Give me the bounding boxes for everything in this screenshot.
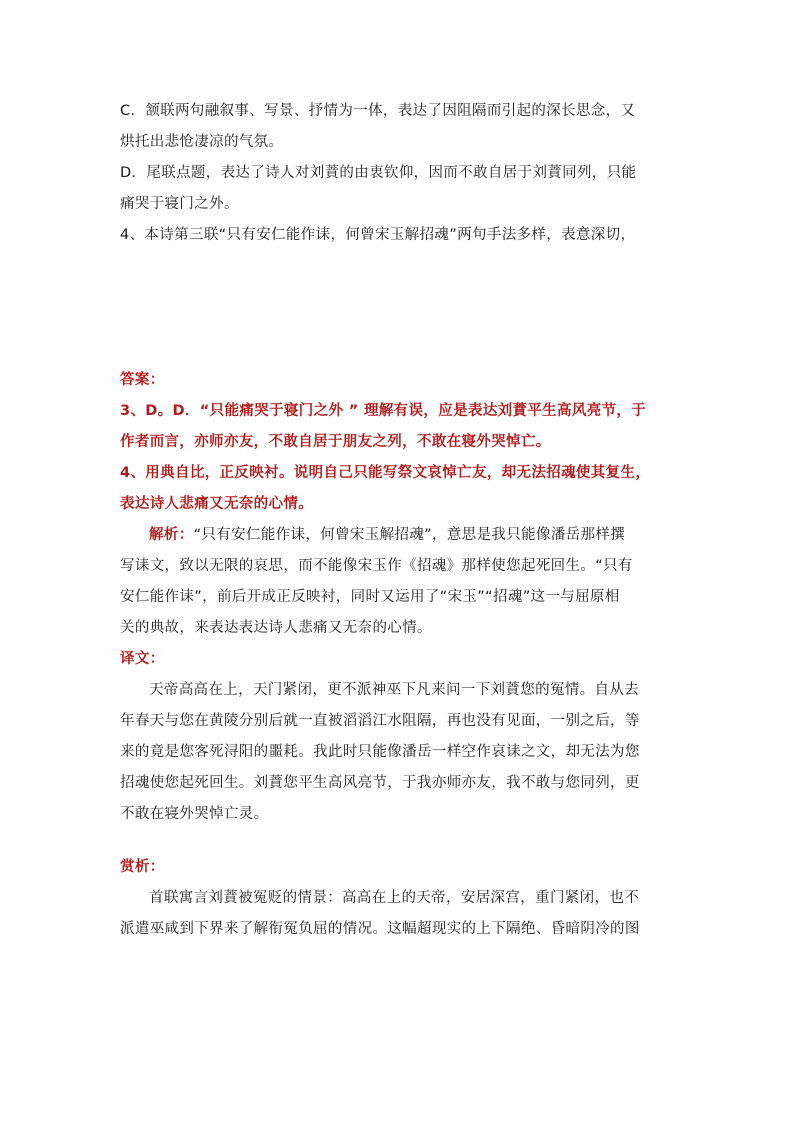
analysis-section (120, 520, 676, 644)
translation-line-1: 天帝高高在上，天门紧闭，更不派神巫下凡来问一下刘蕡您的冤情。自从去 (149, 682, 640, 698)
translation-line-4: 招魂使您起死回生。刘蕡您平生高风亮节，于我亦师亦友，我不敢与您同列，更 (120, 775, 640, 791)
answer-4-line-1: 4、用典自比，正反映衬。说明自己只能写祭文哀悼亡友，却无法招魂使其复生， (120, 465, 651, 481)
translation-heading: 译文： (120, 651, 165, 667)
answer-3-line-2: 作者而言，亦师亦友，不敢自居于朋友之列，不敢在寝外哭悼亡。 (120, 434, 551, 450)
option-c-line-2: 烘托出悲怆凄凉的气氛。 (120, 134, 284, 150)
translation-line-3: 来的竟是您客死浔阳的噩耗。我此时只能像潘岳一样空作哀诔之文，却无法为您 (120, 744, 640, 760)
appreciation-line-2: 派遣巫咸到下界来了解衔冤负屈的情况。这幅超现实的上下隔绝、昏暗阴冷的图 (120, 921, 640, 937)
document-page (120, 96, 676, 945)
appreciation-heading: 赏析： (120, 859, 165, 875)
translation-line-2: 年春天与您在黄陵分别后就一直被滔滔江水阻隔，再也没有见面，一别之后，等 (120, 713, 640, 729)
answer-heading: 答案： (120, 372, 165, 388)
analysis-line-3: 安仁能作诔”，前后开成正反映衬，同时又运用了“宋玉”“招魂”这一与屈原相 (120, 589, 620, 605)
question-options (120, 96, 676, 251)
answer-4-line-2: 表达诗人悲痛又无奈的心情。 (120, 496, 314, 512)
blank-answer-space (120, 251, 676, 365)
translation-section (120, 644, 676, 830)
answer-3-line-1: 3、D。D．“只能痛哭于寝门之外 ” 理解有误，应是表达刘蕡平生高风亮节，于 (120, 403, 647, 419)
option-d-line-2: 痛哭于寝门之外。 (120, 196, 239, 212)
analysis-line-2: 写诔文，致以无限的哀思，而不能像宋玉作《招魂》那样使您起死回生。“只有 (120, 558, 633, 574)
option-c-line-1: C．颔联两句融叙事、写景、抒情为一体，表达了因阻隔而引起的深长思念，又 (120, 103, 636, 119)
section-gap (120, 830, 676, 852)
analysis-line-4: 关的典故，来表达表达诗人悲痛又无奈的心情。 (120, 620, 432, 636)
analysis-label: 解析： (149, 527, 194, 543)
answer-section (120, 365, 676, 520)
translation-line-5: 不敢在寝外哭悼亡灵。 (120, 806, 269, 822)
appreciation-line-1: 首联寓言刘蕡被冤贬的情景：高高在上的天帝，安居深宫，重门紧闭，也不 (149, 890, 640, 906)
analysis-line-1 (120, 520, 676, 551)
question-4-line: 4、本诗第三联“只有安仁能作诔，何曾宋玉解招魂”两句手法多样，表意深切， (120, 227, 636, 243)
option-d-line-1: D．尾联点题，表达了诗人对刘蕡的由衷钦仰，因而不敢自居于刘蕡同列，只能 (120, 165, 637, 181)
appreciation-section (120, 852, 676, 945)
analysis-text-1: “只有安仁能作诔，何曾宋玉解招魂”，意思是我只能像潘岳那样撰 (193, 527, 626, 543)
